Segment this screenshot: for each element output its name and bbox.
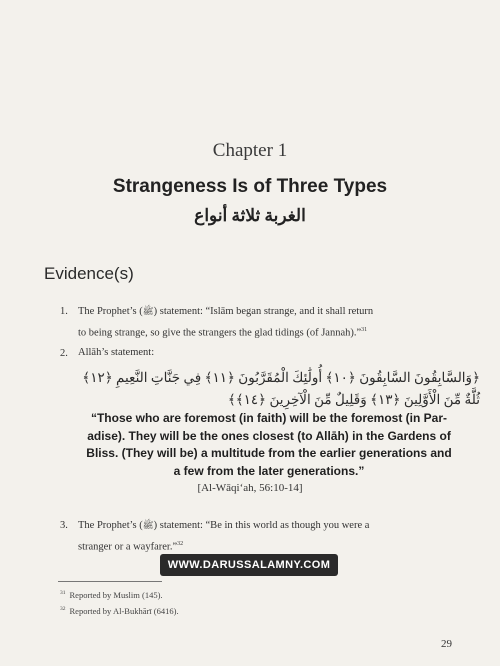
chapter-title: Strangeness Is of Three Types [112,176,388,197]
evidence-item-3 [78,516,483,557]
watermark-badge: WWW.DARUSSALAMNY.COM [160,554,338,576]
footnote-item [60,590,163,600]
translation-line: a few from the later generations.” [173,463,365,478]
evidence-item-1 [78,302,483,343]
chapter-label: Chapter 1 [212,140,288,161]
evidence-item-2-intro: Allāh’s statement: [78,347,155,358]
honorific: ﷺ [142,520,154,530]
quran-verse-line-2: ثُلَّةٌ مِّنَ الْأَوَّلِينَ ﴿١٣﴾ وَقَلِيلٌ مِّنَ الْآخِرِينَ ﴿١٤﴾﴾ [227,392,480,407]
text-fragment: The Prophet’s ( [78,520,143,531]
footnote-ref: 32 [177,541,184,547]
list-number: 2. [60,348,68,359]
section-heading: Evidence(s) [44,264,134,283]
evidence-line [78,302,483,321]
verse-translation [64,410,474,480]
chapter-arabic-title: الغربة ثلاثة أنواع [194,206,306,225]
honorific: ﷺ [142,306,154,316]
text-fragment: stranger or a wayfarer.” [78,541,178,553]
footnote-divider [58,581,162,582]
translation-line: Bliss. (They will be) a multitude from the earlier generations and [86,446,452,460]
page-number: 29 [441,638,452,650]
footnote-item [60,606,179,616]
list-number: 1. [60,306,68,317]
footnote-text: Reported by Al-Bukhārī (6416). [69,606,179,616]
evidence-line [78,516,483,535]
footnote-ref: 31 [361,327,368,333]
footnote-number: 31 [60,590,66,597]
translation-line: “Those who are foremost (in faith) will be the foremost (in Par- [90,411,448,425]
footnote-text: Reported by Muslim (145). [69,590,163,600]
verse-citation: [Al-Wāqi‘ah, 56:10-14] [197,482,303,494]
translation-line: adise). They will be the ones closest (to Allāh) in the Gardens of [87,428,451,443]
text-fragment: to being strange, so give the strangers the glad tidings (of Jannah).” [78,327,362,339]
quran-verse-line-1: ﴿وَالسَّابِقُونَ السَّابِقُونَ ﴿١٠﴾ أُولَٰئِكَ الْمُقَرَّبُونَ ﴿١١﴾ فِي جَنَّاتِ النَّعِيمِ ﴿١٢﴾ [82,370,480,385]
footnote-number: 32 [60,606,66,613]
evidence-line [78,321,483,343]
text-fragment: ) statement: “Islām began strange, and it shall return [153,306,374,317]
text-fragment: The Prophet’s ( [78,306,143,317]
list-number: 3. [60,520,68,531]
text-fragment: ) statement: “Be in this world as though you were a [153,520,370,531]
